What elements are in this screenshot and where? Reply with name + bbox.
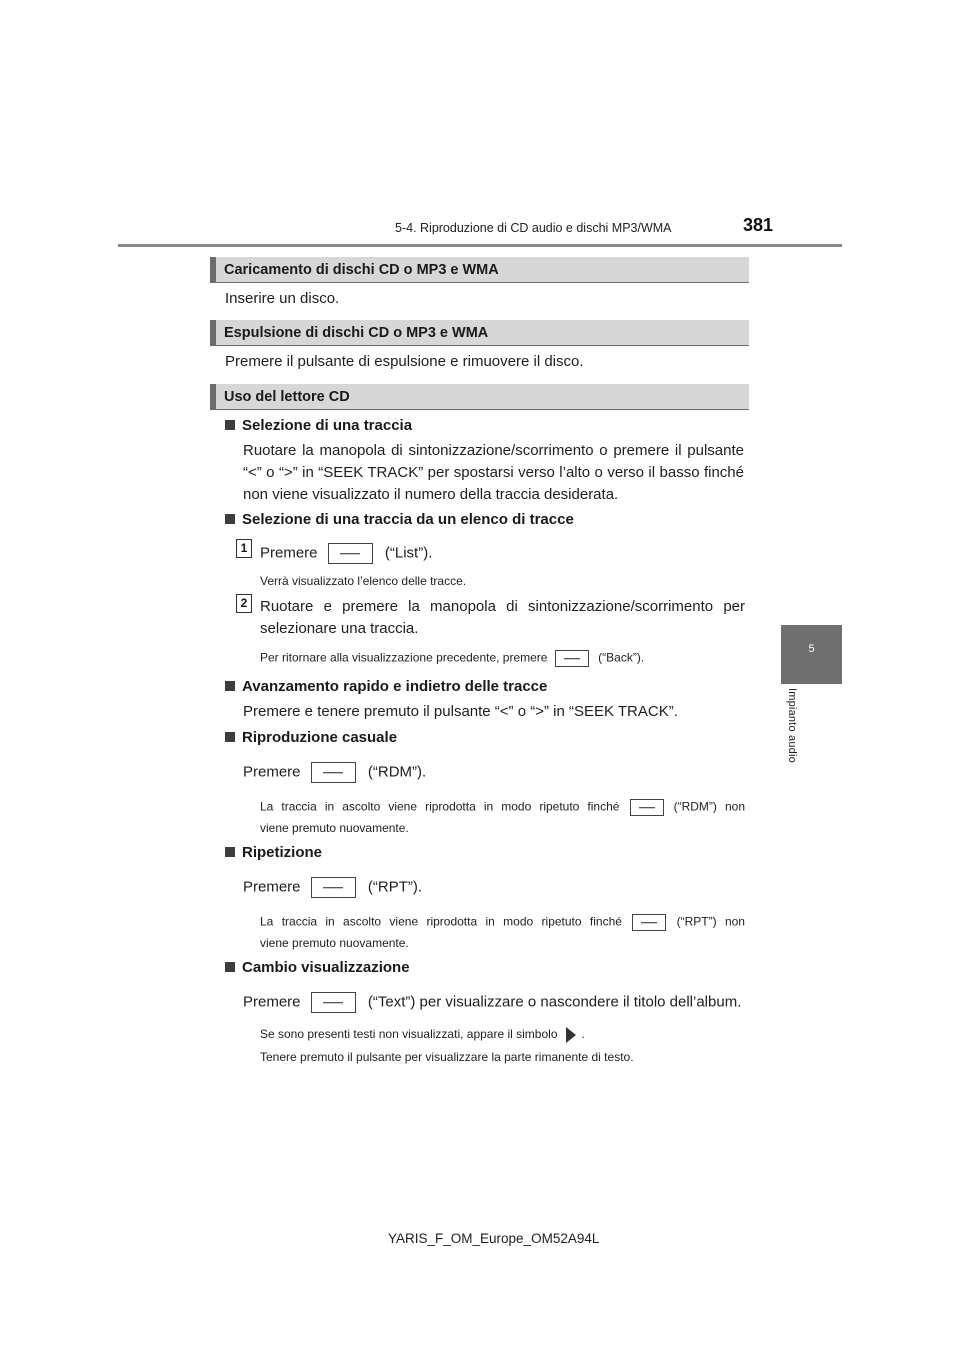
step-2-note-prefix: Per ritornare alla visualizzazione precedente, premere (260, 650, 548, 665)
random-note-suffix: (“RDM”) non (673, 799, 745, 814)
random-prefix: Premere (243, 763, 301, 781)
random-note-prefix: La traccia in ascolto viene riprodotta in modo ripetuto finché (260, 799, 620, 814)
subheading-display-text: Cambio visualizzazione (242, 959, 410, 976)
step-1-note: Verrà visualizzato l’elenco delle tracce. (260, 574, 467, 588)
display-note-1 (260, 1027, 585, 1043)
load-instruction: Inserire un disco. (225, 290, 340, 307)
repeat-note-line-1 (260, 914, 745, 931)
bullet-square-icon (225, 732, 235, 742)
bullet-square-icon (225, 420, 235, 430)
track-select-line-3: non viene visualizzato il numero della traccia desiderata. (243, 486, 619, 503)
section-header-use (210, 384, 749, 410)
track-select-line-2: “<” o “>” in “SEEK TRACK” per spostarsi verso l’alto o verso il basso finché (243, 464, 744, 481)
display-instruction (243, 992, 741, 1013)
running-header-section-title: 5-4. Riproduzione di CD audio e dischi MP3/WMA (395, 221, 672, 235)
rdm-button-icon (311, 762, 356, 783)
rdm-button-small-icon (630, 799, 664, 816)
repeat-prefix: Premere (243, 878, 301, 896)
subheading-track-select (225, 417, 412, 434)
track-select-line-1: Ruotare la manopola di sintonizzazione/scorrimento o premere il pulsante (243, 442, 744, 459)
bullet-square-icon (225, 514, 235, 524)
bullet-square-icon (225, 681, 235, 691)
section-title-use: Uso del lettore CD (224, 389, 350, 405)
random-instruction (243, 762, 426, 783)
subheading-ffrew-text: Avanzamento rapido e indietro delle tracce (242, 678, 548, 695)
repeat-suffix: (“RPT”). (367, 878, 423, 896)
subheading-repeat (225, 844, 322, 861)
back-button-icon (555, 650, 589, 667)
subheading-repeat-text: Ripetizione (242, 844, 323, 861)
subheading-list-select (225, 511, 574, 528)
step-2-line-2: selezionare una traccia. (260, 620, 419, 637)
text-button-icon (311, 992, 356, 1013)
step-number-1: 1 (236, 539, 252, 558)
repeat-note-line-2: viene premuto nuovamente. (260, 936, 409, 950)
bullet-square-icon (225, 962, 235, 972)
step-1-text (260, 543, 432, 564)
subheading-track-select-text: Selezione di una traccia (242, 417, 413, 434)
section-title-load: Caricamento di dischi CD o MP3 e WMA (224, 262, 499, 278)
subheading-random (225, 729, 397, 746)
list-button-icon (328, 543, 373, 564)
ffrew-instruction: Premere e tenere premuto il pulsante “<” o “>” in “SEEK TRACK”. (243, 703, 678, 720)
repeat-note-prefix: La traccia in ascolto viene riprodotta in modo ripetuto finché (260, 914, 622, 929)
chapter-tab (781, 625, 842, 684)
step-1-badge (236, 539, 252, 558)
repeat-note-suffix: (“RPT”) non (676, 914, 745, 929)
display-note-1-prefix: Se sono presenti testi non visualizzati, appare il simbolo (260, 1027, 558, 1042)
rpt-button-icon (311, 877, 356, 898)
section-header-eject (210, 320, 749, 346)
display-note-2: Tenere premuto il pulsante per visualizzare la parte rimanente di testo. (260, 1050, 634, 1064)
step-2-badge (236, 594, 252, 613)
display-prefix: Premere (243, 993, 301, 1011)
chapter-label: Impianto audio (786, 688, 798, 763)
subheading-display (225, 959, 410, 976)
rpt-button-small-icon (632, 914, 666, 931)
step-1-suffix: (“List”). (384, 544, 433, 562)
header-divider (118, 244, 842, 247)
step-2-note (260, 650, 644, 667)
random-note-line-1 (260, 799, 745, 816)
subheading-random-text: Riproduzione casuale (242, 729, 398, 746)
subheading-list-select-text: Selezione di una traccia da un elenco di tracce (242, 511, 574, 528)
eject-instruction: Premere il pulsante di espulsione e rimuovere il disco. (225, 353, 584, 370)
repeat-instruction (243, 877, 422, 898)
play-arrow-icon (566, 1027, 576, 1043)
step-number-2: 2 (236, 594, 252, 613)
display-note-1-suffix: . (581, 1027, 585, 1042)
display-suffix: (“Text”) per visualizzare o nascondere il titolo dell’album. (367, 993, 742, 1011)
section-title-eject: Espulsione di dischi CD o MP3 e WMA (224, 325, 489, 341)
random-note-line-2: viene premuto nuovamente. (260, 821, 409, 835)
subheading-ffrew (225, 678, 547, 695)
random-suffix: (“RDM”). (367, 763, 427, 781)
chapter-number: 5 (808, 643, 815, 655)
step-2-note-suffix: (“Back”). (598, 650, 645, 665)
page-number: 381 (743, 215, 774, 235)
bullet-square-icon (225, 847, 235, 857)
step-1-prefix: Premere (260, 544, 318, 562)
step-2-line-1: Ruotare e premere la manopola di sintonizzazione/scorrimento per (260, 598, 745, 615)
document-code: YARIS_F_OM_Europe_OM52A94L (388, 1231, 600, 1246)
section-header-load (210, 257, 749, 283)
